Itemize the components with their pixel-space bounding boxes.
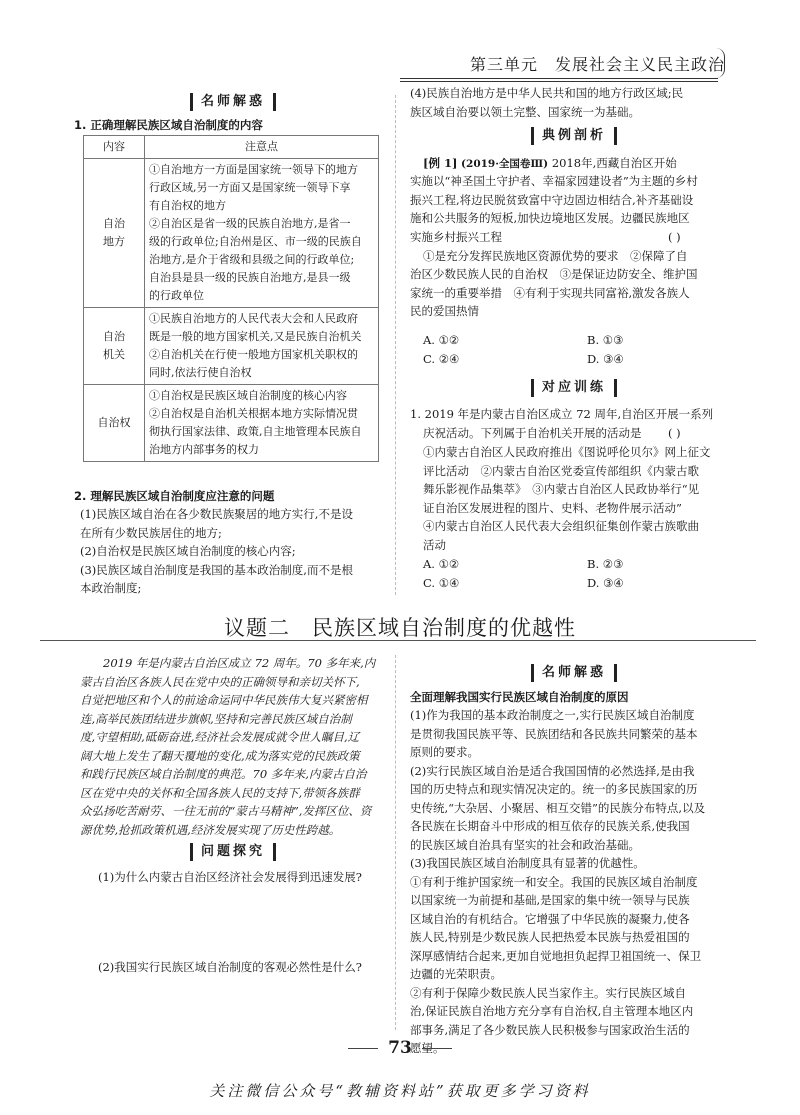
- question-2: (2)我国实行民族区域自治制度的客观必然性是什么?: [98, 960, 362, 974]
- note-line: 彻执行国家法律、政策,自主地管理本民族自: [149, 425, 362, 438]
- answer-bracket: ( ): [668, 230, 681, 244]
- note-line: ②自治区是省一级的民族自治地方,是省一: [149, 217, 351, 230]
- body-line: 各民族在长期奋斗中形成的相互依存的民族关系,使我国: [410, 819, 690, 833]
- tag-teacher-explain-2: 名师解惑: [531, 664, 617, 682]
- column-divider: [395, 95, 396, 595]
- option-line: 家统一的重要举措 ④有利于实现共同富裕,激发各族人: [410, 285, 690, 300]
- content-table: [83, 135, 379, 462]
- body-line: 治,保证民族自治地方充分享有自治权,自主管理本地区内: [410, 1004, 694, 1018]
- header-rule-thin: [400, 81, 718, 82]
- row-label-line: 地方: [103, 235, 125, 248]
- note-line: 有自治权的地方: [149, 199, 226, 212]
- row-label-line: 自治: [103, 217, 125, 230]
- page-number: [0, 1038, 800, 1058]
- example-label: [例 1]: [423, 156, 458, 170]
- body-line: 愿望。: [410, 1041, 445, 1055]
- note-line: 自治县是县一级的民族自治地方,是县一级: [149, 271, 351, 284]
- example-source: (2019·全国卷Ⅲ): [461, 158, 549, 170]
- body-line: 振兴工程,将边民脱贫致富中守边固边相结合,补齐基础设: [410, 192, 694, 207]
- example-options-cont: [410, 265, 698, 321]
- body-line: 施和公共服务的短板,加快边境地区发展。边疆民族地区: [410, 211, 690, 225]
- body-line: 族人民,特别是少数民族人民把热爱本民族与热爱祖国的: [410, 930, 690, 944]
- option-line: 治区少数民族人民的自治权 ③是保证边防安全、维护国: [410, 267, 698, 281]
- row-label-line: 自治: [103, 330, 125, 343]
- tag-teacher-explain: 名师解惑: [190, 93, 276, 111]
- table-row: [84, 159, 379, 308]
- intro-line: 度,守望相助,砥砺奋进,经济社会发展成就令世人瞩目,辽: [80, 730, 360, 744]
- example-text: 2018年,西藏自治区开始: [551, 156, 677, 170]
- row-label: [84, 385, 145, 462]
- note-line: 的行政单位: [149, 289, 204, 302]
- note-line: 级的行政单位;自治州是区、市一级的民族自: [149, 235, 362, 248]
- intro-line: 众弘扬吃苦耐劳、一往无前的“蒙古马精神”,发挥区位、资: [80, 804, 372, 818]
- example-options: [423, 247, 688, 266]
- body-line: 在所有少数民族居住的地方;: [80, 525, 222, 540]
- table-header-row: [84, 136, 379, 159]
- intro-line: 自觉把地区和个人的前途命运同中华民族伟大复兴紧密相: [80, 693, 368, 707]
- topic2-title-rule: [40, 640, 756, 641]
- body-line: 国的历史特点和现实情况决定的。统一的多民族国家的历: [410, 782, 698, 796]
- option-line: 舞乐影视作品集萃》 ③内蒙古自治区人民政协举行“见: [423, 482, 700, 496]
- note-line: 既是一般的地方国家机关,又是民族自治机关: [149, 330, 362, 343]
- body-line: 1. 2019 年是内蒙古自治区成立 72 周年,自治区开展一系列: [410, 407, 714, 421]
- body-line: 史传统,“大杂居、小聚居、相互交错”的民族分布特点,以及: [410, 800, 706, 815]
- body-line: ②有利于保障少数民族人民当家作主。实行民族区域自: [410, 985, 686, 1000]
- note-line: ①民族自治地方的人民代表大会和人民政府: [149, 312, 358, 325]
- table-header-notes: 注意点: [145, 136, 379, 159]
- note-line: ②自治机关在行使一般地方国家机关职权的: [149, 348, 358, 361]
- option-line: ④内蒙古自治区人民代表大会组织征集创作蒙古族歌曲: [423, 519, 699, 533]
- note-line: 同时,依法行使自治权: [149, 366, 252, 379]
- note-line: 治地方内部事务的权力: [149, 443, 259, 456]
- body-line: 以国家统一为前提和基础,是国家的集中统一领导与民族: [410, 893, 690, 907]
- choice-b: B. ①③: [587, 333, 624, 347]
- body-line: (4)民族自治地方是中华人民共和国的地方行政区域;民: [410, 86, 684, 100]
- header-bracket-ornament: [716, 48, 725, 78]
- table-row: [84, 385, 379, 462]
- practice-options: [423, 443, 711, 554]
- option-line: 民的爱国热情: [410, 304, 479, 318]
- body-line: 是贯彻我国民族平等、民族团结和各民族共同繁荣的基本: [410, 726, 698, 741]
- row-label: [84, 308, 145, 385]
- choice-c: C. ②④: [423, 352, 460, 366]
- row-notes: [145, 159, 379, 308]
- option-line: ①是充分发挥民族地区资源优势的要求 ②保障了自: [423, 249, 688, 263]
- section1-title: 1. 正确理解民族区域自治制度的内容: [74, 118, 263, 132]
- intro-line: 蒙古自治区各族人民在党中央的正确领导和亲切关怀下,: [80, 674, 360, 689]
- table-row: [84, 308, 379, 385]
- body-line: (3)我国民族区域自治制度具有显著的优越性。: [410, 856, 645, 870]
- choice-d: D. ③④: [587, 352, 624, 366]
- practice-answer-bracket: ( ): [668, 426, 681, 440]
- topic2-intro: [80, 654, 375, 839]
- body-line: 深厚感情结合起来,更加自觉地担负起捍卫祖国统一、保卫: [410, 948, 702, 963]
- footer-notice: 关注微信公众号“教辅资料站”获取更多学习资料: [209, 1082, 591, 1100]
- page-number-text: 73: [388, 1038, 412, 1058]
- body-line: (1)民族区域自治在各少数民族聚居的地方实行,不是设: [80, 507, 353, 521]
- body-line: (2)自治权是民族区域自治制度的核心内容;: [80, 544, 296, 558]
- intro-line: 阔大地上发生了翻天覆地的变化,成为落实党的民族政策: [80, 748, 360, 763]
- intro-line: 源优势,抢抓政策机遇,经济发展实现了历史性跨越。: [80, 822, 341, 837]
- body-line: (3)民族区域自治制度是我国的基本政治制度,而不是根: [80, 562, 353, 577]
- option-line: 评比活动 ②内蒙古自治区党委宣传部组织《内蒙古歌: [423, 463, 699, 478]
- body-line: 部事务,满足了各少数民族人民积极参与国家政治生活的: [410, 1022, 690, 1037]
- unit-title: 第三单元 发展社会主义民主政治: [470, 55, 726, 74]
- practice-choice-b: B. ②③: [587, 557, 624, 571]
- reason-body: [410, 706, 705, 1058]
- reason-title: 全面理解我国实行民族区域自治制度的原因: [410, 690, 629, 704]
- tag-problem-explore: 问题探究: [190, 843, 276, 861]
- note-line: 治地方,是介于省级和县级之间的行政单位;: [149, 253, 355, 266]
- example-first-line: [423, 154, 677, 174]
- body-line: 本政治制度;: [80, 581, 142, 595]
- practice-choice-d: D. ③④: [587, 576, 624, 590]
- intro-line: 连,高举民族团结进步旗帜,坚持和完善民族区域自治制: [80, 711, 352, 726]
- note-line: ②自治权是自治机关根据本地方实际情况贯: [149, 407, 358, 420]
- note-line: 行政区域,另一方面又是国家统一领导下享: [149, 181, 351, 194]
- body-line: 实施乡村振兴工程: [410, 229, 502, 244]
- table-header-content: 内容: [84, 136, 145, 159]
- body-line: 的民族区域自治具有坚实的社会和政治基础。: [410, 837, 640, 852]
- option-line: 活动: [423, 537, 446, 552]
- practice-choice-a: A. ①②: [423, 557, 460, 571]
- section2-title: 2. 理解民族区域自治制度应注意的问题: [74, 489, 275, 503]
- practice-choice-c: C. ①④: [423, 576, 460, 590]
- section2-body: [80, 505, 353, 598]
- option-line: 证自治区发展进程的图片、史料、老物件展示活动”: [423, 500, 682, 515]
- topic2-title: 议题二 民族区域自治制度的优越性: [224, 616, 576, 640]
- choice-a: A. ①②: [423, 333, 460, 347]
- body-line: (2)实行民族区域自治是适合我国国情的必然选择,是由我: [410, 763, 695, 778]
- body-line: 族区域自治要以领土完整、国家统一为基础。: [410, 104, 640, 119]
- body-line: 区域自治的有机结合。它增强了中华民族的凝聚力,使各: [410, 911, 690, 926]
- example-question: [423, 154, 677, 174]
- row-notes: [145, 385, 379, 462]
- row-label-line: 机关: [103, 348, 125, 361]
- column-divider-2: [395, 655, 396, 1030]
- note-line: ①自治地方一方面是国家统一领导下的地方: [149, 163, 358, 176]
- row-notes: [145, 308, 379, 385]
- intro-line: 2019 年是内蒙古自治区成立 72 周年。70 多年来,内: [80, 656, 376, 670]
- option-line: ①内蒙古自治区人民政府推出《图说呼伦贝尔》网上征文: [423, 445, 711, 459]
- example-body: [410, 172, 698, 246]
- body-line: 边疆的光荣职责。: [410, 967, 502, 981]
- row-label-line: 自治权: [97, 416, 131, 429]
- body-line: (1)作为我国的基本政治制度之一,实行民族区域自治制度: [410, 708, 695, 722]
- question-1: (1)为什么内蒙古自治区经济社会发展得到迅速发展?: [98, 870, 362, 884]
- body-line: 原则的要求。: [410, 745, 479, 759]
- intro-line: 区在党中央的关怀和全国各族人民的支持下,带领各族群: [80, 785, 360, 800]
- body-line: 实施以“神圣国土守护者、幸福家园建设者”为主题的乡村: [410, 174, 698, 188]
- note4-continuation: [410, 84, 683, 121]
- body-line: ①有利于维护国家统一和安全。我国的民族区域自治制度: [410, 874, 698, 889]
- tag-practice: 对应训练: [531, 379, 617, 397]
- header-rule: [400, 78, 718, 79]
- tag-typical-example: 典例剖析: [531, 127, 617, 145]
- intro-line: 和践行民族区域自治制度的典范。70 多年来,内蒙古自治: [80, 767, 367, 781]
- note-line: ①自治权是民族区域自治制度的核心内容: [149, 389, 347, 402]
- body-line: 庆祝活动。下列属于自治机关开展的活动是: [423, 425, 642, 440]
- row-label: [84, 159, 145, 308]
